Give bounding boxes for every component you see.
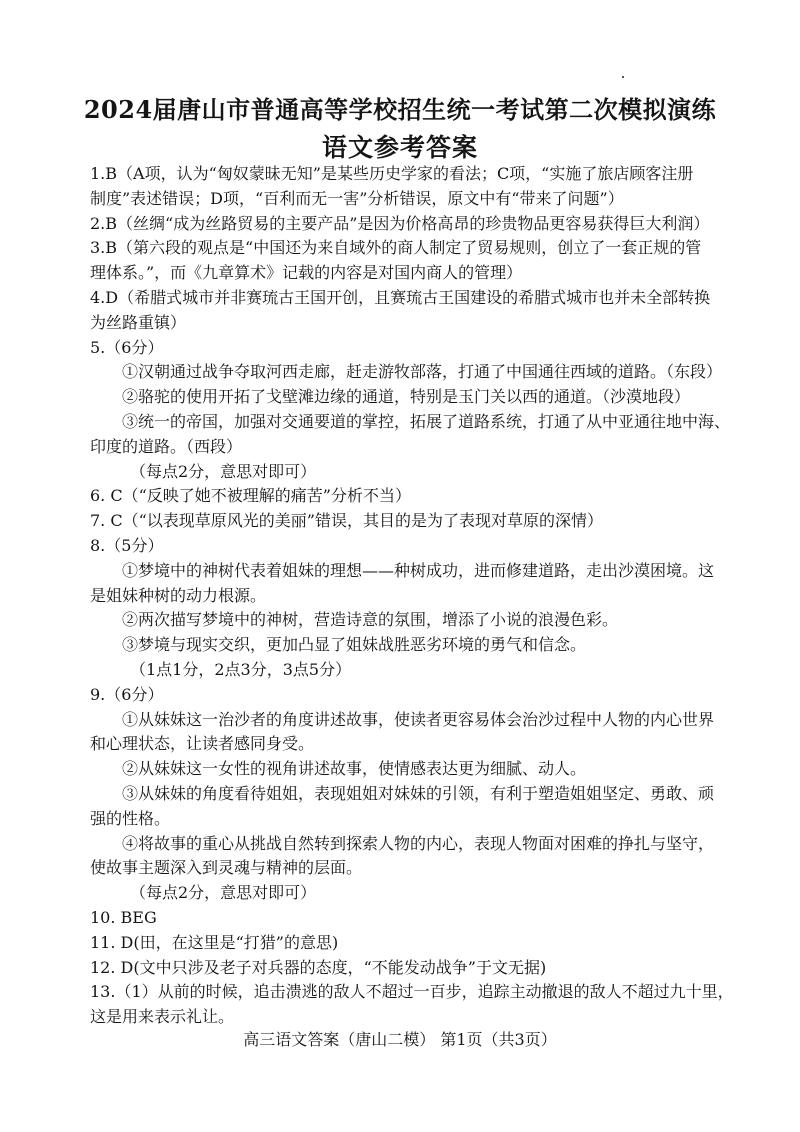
scoring-note: （1点1分，2点3分，3点5分） — [130, 659, 352, 679]
answer-line: 4.D（希腊式城市并非赛琉古王国开创，且赛琉古王国建设的希腊式城市也并未全部转换 — [90, 287, 711, 307]
answer-point-line: ②两次描写梦境中的神树，营造诗意的氛围，增添了小说的浪漫色彩。 — [122, 610, 619, 630]
answers-list — [90, 162, 750, 1030]
answer-line: 7. C（“以表现草原风光的美丽”错误，其目的是为了表现对草原的深情） — [90, 511, 603, 531]
page-title: 2024届唐山市普通高等学校招生统一考试第二次模拟演练 — [83, 95, 717, 124]
answer-point-line: ③梦境与现实交织，更加凸显了姐妹战胜恶劣环境的勇气和信念。 — [122, 635, 587, 655]
answer-heading: 5.（6分） — [90, 337, 164, 357]
answer-point-line: 印度的道路。（西段） — [90, 436, 243, 456]
answer-line: 6. C（“反映了她不被理解的痛苦”分析不当） — [90, 486, 411, 506]
answer-point-line: ①梦境中的神树代表着姐妹的理想——种树成功，进而修建道路，走出沙漠困境。这 — [122, 560, 715, 580]
scan-speck — [622, 76, 624, 78]
page-footer: 高三语文答案（唐山二模） 第1页（共3页） — [243, 1030, 557, 1049]
answer-point-line: ①从妹妹这一治沙者的角度讲述故事，使读者更容易体会治沙过程中人物的内心世界 — [122, 709, 715, 729]
answer-line: 11. D(田，在这里是“打猎”的意思) — [90, 932, 339, 952]
answer-line: 这是用来表示礼让。 — [90, 1007, 235, 1027]
answer-line: 3.B（第六段的观点是“中国还为来自域外的商人制定了贸易规则，创立了一套正规的管 — [90, 238, 702, 258]
answer-point-line: ②从妹妹这一女性的视角讲述故事，使情感表达更为细腻、动人。 — [122, 759, 587, 779]
page-subtitle: 语文参考答案 — [321, 133, 478, 162]
answer-point-line: 和心理状态，让读者感同身受。 — [90, 734, 315, 754]
answer-point-line: ③从妹妹的角度看待姐姐，表现姐姐对妹妹的引领，有利于塑造姐姐坚定、勇敢、顽 — [122, 783, 715, 803]
answer-line: 1.B（A项，认为“匈奴蒙昧无知”是某些历史学家的看法；C项，“实施了旅店顾客注册 — [90, 164, 694, 183]
answer-line: 10. BEG — [90, 907, 157, 927]
answer-point-line: ①汉朝通过战争夺取河西走廊，赶走游牧部落，打通了中国通往西域的道路。（东段） — [122, 362, 723, 382]
answer-line: 为丝路重镇） — [90, 312, 187, 332]
answer-point-line: 使故事主题深入到灵魂与精神的层面。 — [90, 858, 363, 878]
answer-point-line: ②骆驼的使用开拓了戈壁滩边缘的通道，特别是玉门关以西的通道。（沙漠地段） — [122, 387, 691, 407]
answer-line: 12. D(文中只涉及老子对兵器的态度，“不能发动战争”于文无据) — [90, 957, 547, 977]
answer-point-line: ③统一的帝国，加强对交通要道的掌控，拓展了道路系统，打通了从中亚通往地中海、 — [122, 411, 731, 431]
answer-heading: 8.（5分） — [90, 535, 164, 555]
answer-line: 理体系。”，而《九章算术》记载的内容是对国内商人的管理） — [90, 263, 523, 283]
answer-line: 2.B（丝绸“成为丝路贸易的主要产品”是因为价格高昂的珍贵物品更容易获得巨大利润） — [90, 213, 710, 233]
answer-point-line: 是姐妹种树的动力根源。 — [90, 585, 267, 605]
answer-point-line: 强的性格。 — [90, 808, 171, 828]
answer-line: 13.（1）从前的时候，追击溃逃的敌人不超过一百步，追踪主动撤退的敌人不超过九十里， — [90, 982, 734, 1002]
answer-point-line: ④将故事的重心从挑战自然转到探索人物的内心，表现人物面对困难的挣扎与坚守， — [122, 833, 715, 853]
answer-heading: 9.（6分） — [90, 684, 164, 704]
scoring-note: （每点2分，意思对即可） — [130, 883, 317, 903]
answer-line: 制度”表述错误；D项，“百利而无一害”分析错误，原文中有“带来了问题”） — [90, 188, 624, 208]
scoring-note: （每点2分，意思对即可） — [130, 461, 317, 481]
